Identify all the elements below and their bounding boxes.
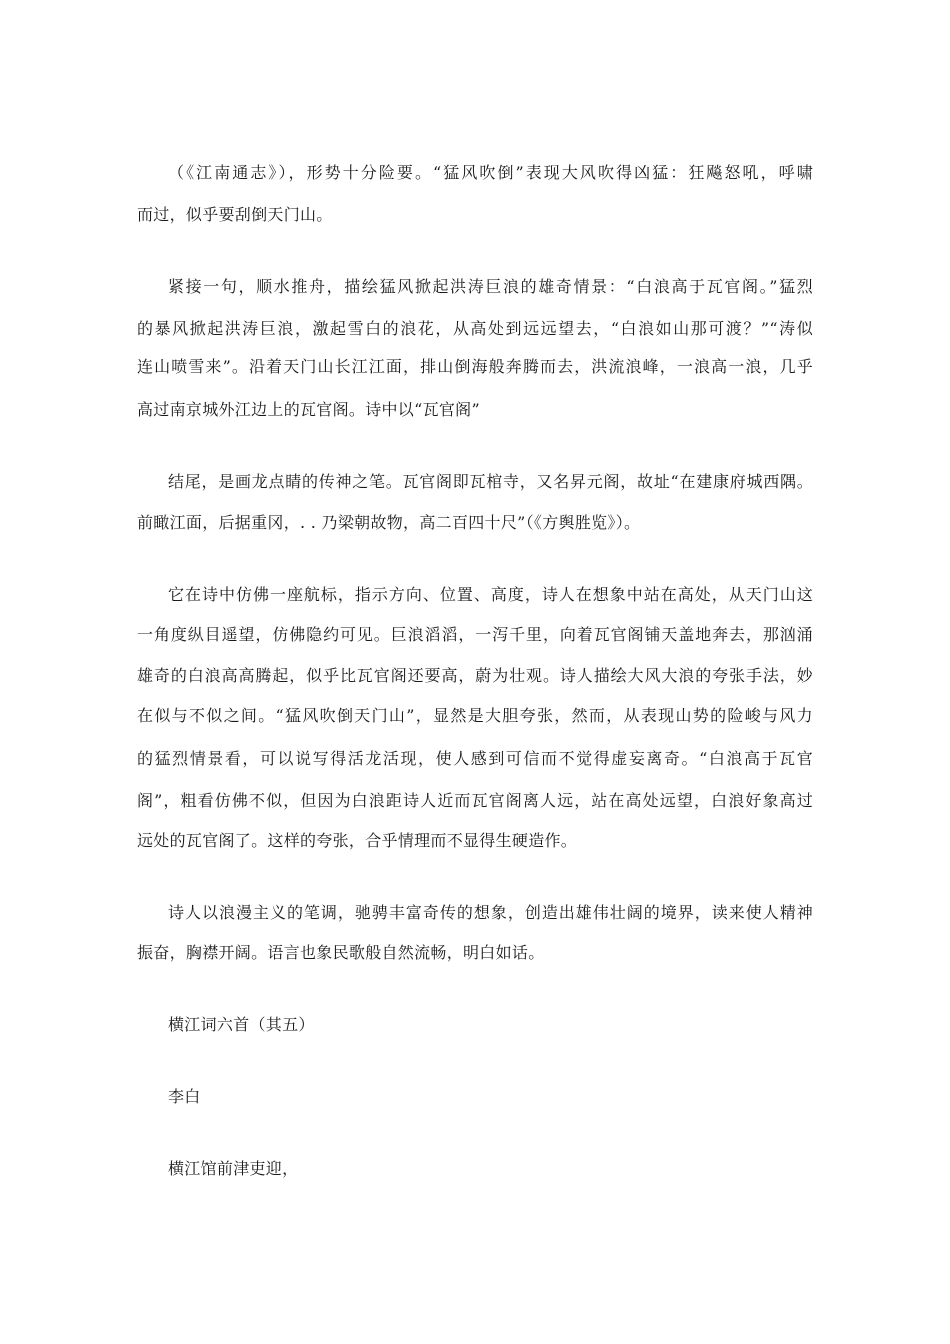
text-line: 阁”，粗看仿佛不似，但因为白浪距诗人近而瓦官阁离人远，站在高处远望，白浪好象高过 (137, 791, 813, 810)
text-line: 诗人以浪漫主义的笔调，驰骋丰富奇传的想象，创造出雄伟壮阔的境界，读来使人精神 (168, 903, 813, 922)
text-line: 的猛烈情景看，可以说写得活龙活现，使人感到可信而不觉得虚妄离奇。“白浪高于瓦官 (137, 749, 813, 768)
text-line: 远处的瓦官阁了。这样的夸张，合乎情理而不显得生硬造作。 (137, 831, 578, 850)
text-line: 的暴风掀起洪涛巨浪，激起雪白的浪花，从高处到远远望去，“白浪如山那可渡？”“涛似 (137, 319, 813, 338)
text-line: 前瞰江面，后据重冈，. . 乃梁朝故物，高二百四十尺”（《方舆胜览》）。 (137, 513, 641, 532)
text-line: 在似与不似之间。“猛风吹倒天门山”，显然是大胆夸张，然而，从表现山势的险峻与风力 (137, 706, 813, 725)
text-line: 结尾，是画龙点睛的传神之笔。瓦官阁即瓦棺寺，又名昇元阁，故址“在建康府城西隅。 (168, 472, 813, 491)
text-line: 连山喷雪来”。沿着天门山长江江面，排山倒海般奔腾而去，洪流浪峰，一浪高一浪，几乎 (137, 357, 813, 376)
text-line: 振奋，胸襟开阔。语言也象民歌般自然流畅，明白如话。 (137, 943, 545, 962)
poem-line: 横江馆前津吏迎， (168, 1159, 299, 1178)
text-line: （《江南通志》），形势十分险要。“猛风吹倒”表现大风吹得凶猛：狂飚怒吼，呼啸 (168, 163, 813, 182)
text-line: 高过南京城外江边上的瓦官阁。诗中以“瓦官阁” (137, 400, 480, 419)
text-line: 雄奇的白浪高高腾起，似乎比瓦官阁还要高，蔚为壮观。诗人描绘大风大浪的夸张手法，妙 (137, 666, 813, 685)
poem-author: 李白 (168, 1087, 201, 1106)
text-line: 一角度纵目遥望，仿佛隐约可见。巨浪滔滔，一泻千里，向着瓦官阁铺天盖地奔去，那汹涌 (137, 625, 813, 644)
text-line: 而过，似乎要刮倒天门山。 (137, 205, 333, 224)
poem-title: 横江词六首（其五） (168, 1015, 315, 1034)
text-line: 紧接一句，顺水推舟，描绘猛风掀起洪涛巨浪的雄奇情景：“白浪高于瓦官阁。”猛烈 (168, 277, 813, 296)
text-line: 它在诗中仿佛一座航标，指示方向、位置、高度，诗人在想象中站在高处，从天门山这 (168, 585, 813, 604)
